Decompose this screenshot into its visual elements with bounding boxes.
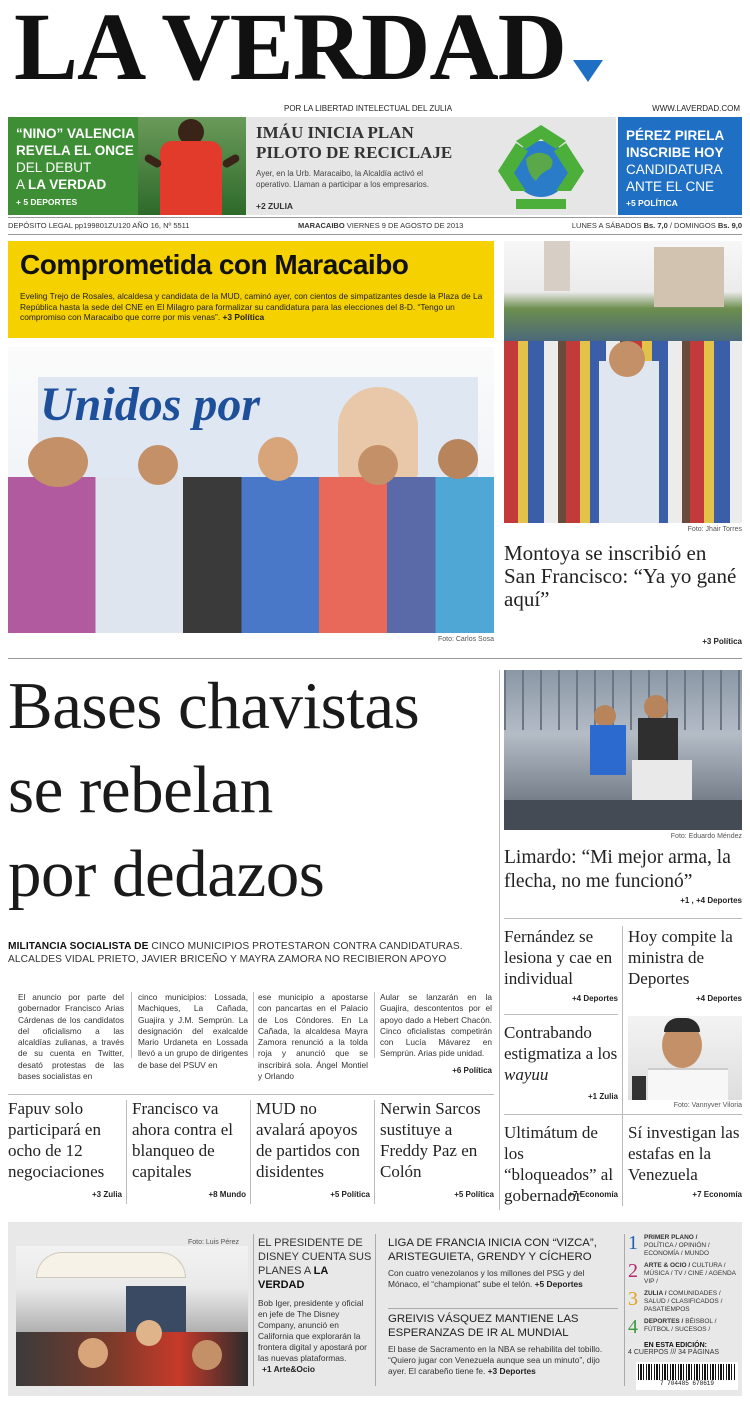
main-ref: +6 Política xyxy=(452,1066,492,1075)
runner-photo xyxy=(138,117,246,215)
main-headline[interactable] xyxy=(8,664,494,916)
barcode-number: 7 704485 678619 xyxy=(659,1380,714,1387)
barcode-bars-icon xyxy=(638,1364,736,1380)
masthead xyxy=(0,0,750,118)
main-story[interactable] xyxy=(8,664,494,1094)
limardo-headline[interactable]: Limardo: “Mi mejor arma, la flecha, no me funcionó” xyxy=(504,847,731,892)
main-headline-line3: por dedazos xyxy=(8,837,325,911)
contrabando-headline: Contrabando estigmatiza a los xyxy=(504,1023,618,1063)
teaser-left-line3: DEL DEBUT xyxy=(16,160,92,175)
lead-photo-credit: Foto: Carlos Sosa xyxy=(437,636,494,643)
ministra-ref: +4 Deportes xyxy=(695,994,742,1003)
index-title-2: ARTE & OCIO / xyxy=(644,1262,691,1269)
greivis-title: GREIVIS VÁSQUEZ MANTIENE LAS ESPERANZAS DE IR AL MUNDIAL xyxy=(388,1313,579,1339)
estafas-story[interactable] xyxy=(628,1122,742,1206)
index-num-2: 2 xyxy=(628,1260,638,1282)
brief-2[interactable] xyxy=(132,1098,246,1204)
liga-ref: +5 Deportes xyxy=(534,1279,583,1289)
montoya-story[interactable] xyxy=(504,241,742,651)
teaser-right-ref: +5 POLÍTICA xyxy=(626,198,678,208)
montoya-photo-credit: Foto: Jhair Torres xyxy=(687,526,742,533)
brief-4[interactable] xyxy=(380,1098,494,1204)
greivis-body: El base de Sacramento en la NBA se rehabilita del tobillo. “Quiero jugar con Venezuela aunque sea un minuto”, dijo ayer. El carabeño tiene fe. xyxy=(388,1344,603,1376)
dateline: DEPÓSITO LEGAL pp199801ZU120 AÑO 16, Nº 5511 MARACAIBO VIERNES 9 DE AGOSTO DE 2013 LUNES A SÁBADOS Bs. 7,0 / DOMINGOS Bs. 9,0 xyxy=(8,221,742,230)
index-item[interactable] xyxy=(628,1288,738,1316)
brief-4-headline: Nerwin Sarcos sustituye a Freddy Paz en Colón xyxy=(380,1099,481,1181)
teaser-center-ref: +2 ZULIA xyxy=(256,201,294,211)
estafas-ref: +7 Economía xyxy=(692,1190,742,1199)
main-col2: cinco municipios: Lossada, Machiques, La Cañada, Guajira y J.M. Semprún. La designación del exalcalde Mario Urdaneta en Lossada llevó a un grupo de dirigentes de base del PSUV en xyxy=(138,992,248,1070)
lead-body-text: Eveling Trejo de Rosales, alcaldesa y candidata de la MUD, caminó ayer, con cientos de simpatizantes desde la Plaza de La República hasta la sede del CNE en El Milagro para formalizar su candidatura para las elecciones del 8-D. “Tengo un compromiso con Maracaibo que corre por mis venas”. xyxy=(20,291,483,323)
teaser-center[interactable] xyxy=(246,117,616,215)
section-index xyxy=(628,1232,738,1356)
main-subhead xyxy=(8,940,494,966)
teaser-center-title1: IMÁU INICIA PLAN xyxy=(256,123,414,142)
lead-body xyxy=(20,291,485,323)
teaser-right-line1: PÉREZ PIRELA xyxy=(626,128,725,143)
teaser-center-title2: PILOTO DE RECICLAJE xyxy=(256,143,453,162)
footer-panel xyxy=(8,1222,742,1396)
greivis-ref: +3 Deportes xyxy=(487,1366,536,1376)
teaser-left-line2: REVELA EL ONCE xyxy=(16,143,134,158)
contrabando-story[interactable] xyxy=(504,1022,618,1108)
brief-2-ref: +8 Mundo xyxy=(208,1190,246,1199)
estafas-headline: Sí investigan las estafas en la Venezuela xyxy=(628,1123,740,1184)
brief-3-headline: MUD no avalará apoyos de partidos con disidentes xyxy=(256,1099,360,1181)
contrabando-headline-em: wayuu xyxy=(504,1065,549,1084)
disney-story[interactable] xyxy=(258,1236,372,1374)
edition-label: EN ESTA EDICIÓN: xyxy=(644,1342,708,1349)
vannyver-photo xyxy=(628,1016,742,1100)
index-item[interactable] xyxy=(628,1232,738,1260)
teaser-right-line4: ANTE EL CNE xyxy=(626,179,715,194)
brief-4-ref: +5 Política xyxy=(454,1190,494,1199)
brief-2-headline: Francisco va ahora contra el blanqueo de capitales xyxy=(132,1099,233,1181)
main-col3: ese municipio a apostarse con pancartas en el Palacio de Los Cóndores. En La Cañada, la alcaldesa Mayra Zamora renunció a la tolda roja y anunció que se inscribirá sola. Ángel Montiel y Orlando xyxy=(258,992,368,1082)
teaser-right-line3: CANDIDATURA xyxy=(626,162,723,177)
lead-story[interactable] xyxy=(8,241,494,647)
liga-body: Con cuatro venezolanos y los millones del PSG y del Mónaco, el “championat” sube el telón. xyxy=(388,1268,585,1289)
index-title-4: DEPORTES / xyxy=(644,1318,684,1325)
liga-story[interactable] xyxy=(388,1236,618,1290)
montoya-ref: +3 Política xyxy=(702,637,742,646)
price-sunday: Bs. 9,0 xyxy=(717,221,742,230)
dateline-date: VIERNES 9 DE AGOSTO DE 2013 xyxy=(346,221,464,230)
brief-1-headline: Fapuv solo participará en ocho de 12 negociaciones xyxy=(8,1099,105,1181)
brief-3-ref: +5 Política xyxy=(330,1190,370,1199)
disney-body: Bob Iger, presidente y oficial en jefe de The Disney Company, anunció en California que explorarán la frontera digital y apostará por las nuevas plataformas. xyxy=(258,1298,367,1363)
fernandez-story[interactable] xyxy=(504,926,618,1010)
lead-rally-photo xyxy=(8,347,494,633)
disney-title: EL PRESIDENTE DE DISNEY CUENTA SUS PLANES A xyxy=(258,1237,372,1277)
footer-photo-credit: Foto: Luis Pérez xyxy=(188,1239,239,1246)
fernandez-ref: +4 Deportes xyxy=(571,994,618,1003)
dateline-city: MARACAIBO xyxy=(298,221,345,230)
lead-headline[interactable]: Comprometida con Maracaibo xyxy=(20,249,409,280)
main-headline-line2: se rebelan xyxy=(8,753,273,827)
teaser-left-line4-pre: A xyxy=(16,177,29,192)
index-num-3: 3 xyxy=(628,1288,638,1310)
limardo-story[interactable] xyxy=(504,670,742,910)
main-subhead-text: CINCO MUNICIPIOS PROTESTARON CONTRA CANDIDATURAS. ALCALDES VIDAL PRIETO, JAVIER BRICEÑO Y MAYRA ZAMORA NO RECIBIERON APOYO xyxy=(8,941,463,965)
disney-ref: +1 Arte&Ocio xyxy=(262,1364,315,1374)
limardo-photo-credit: Foto: Eduardo Méndez xyxy=(670,833,742,840)
disney-photo xyxy=(16,1246,248,1386)
index-item[interactable] xyxy=(628,1316,738,1342)
ministra-story[interactable] xyxy=(628,926,742,1010)
index-num-4: 4 xyxy=(628,1316,638,1338)
recycle-globe-icon xyxy=(486,121,596,213)
index-items-2: CULTURA / MÚSICA / TV / CINE / AGENDA VIP / xyxy=(644,1262,736,1285)
main-subhead-bold: MILITANCIA SOCIALISTA DE xyxy=(8,941,149,952)
montoya-crowd-photo xyxy=(504,241,742,523)
greivis-story[interactable] xyxy=(388,1312,618,1377)
teaser-right-line2: INSCRIBE HOY xyxy=(626,145,724,160)
main-headline-line1: Bases chavistas xyxy=(8,669,420,743)
brief-3[interactable] xyxy=(256,1098,370,1204)
logo-triangle-icon xyxy=(573,60,603,82)
teaser-left[interactable] xyxy=(8,117,246,215)
disney-title-bold: LA VERDAD xyxy=(258,1265,328,1291)
main-col4: Aular se lanzarán en la Guajira, descontentos por el apoyo dado a Hebert Chacón. Cinco oficialistas competirán con Lucía Mávarez en Semprún. Arias pide unidad. xyxy=(380,992,492,1059)
ultimatum-story[interactable] xyxy=(504,1122,618,1206)
masthead-motto: POR LA LIBERTAD INTELECTUAL DEL ZULIA xyxy=(284,104,453,113)
brief-1-ref: +3 Zulia xyxy=(91,1190,122,1199)
vannyver-photo-credit: Foto: Vannyver Viloria xyxy=(673,1102,742,1109)
montoya-headline[interactable]: Montoya se inscribió en San Francisco: “Ya yo gané aquí” xyxy=(504,541,737,611)
ultimatum-headline: Ultimátum de los “bloqueados” al gobernador xyxy=(504,1123,614,1205)
lead-ref: +3 Política xyxy=(222,312,265,323)
legal-deposit: DEPÓSITO LEGAL pp199801ZU120 AÑO 16, Nº 5511 xyxy=(8,221,190,230)
limardo-ref: +1 , +4 Deportes xyxy=(680,896,742,905)
index-items-1: POLÍTICA / OPINIÓN / ECONOMÍA / MUNDO xyxy=(644,1242,710,1257)
index-item[interactable] xyxy=(628,1260,738,1288)
index-items-4: BÉISBOL / FÚTBOL / SUCESOS / xyxy=(644,1318,717,1333)
masthead-website[interactable]: WWW.LAVERDAD.COM xyxy=(652,104,740,113)
fernandez-headline: Fernández se lesiona y cae en individual xyxy=(504,927,613,988)
limardo-photo xyxy=(504,670,742,830)
teaser-left-ref: + 5 DEPORTES xyxy=(16,197,78,207)
index-title-1: PRIMER PLANO / xyxy=(644,1234,698,1241)
teaser-left-line1: “NINO” VALENCIA xyxy=(16,126,136,141)
teaser-center-body: Ayer, en la Urb. Maracaibo, la Alcaldía activó el operativo. Llaman a participar a los empresarios. xyxy=(256,169,429,189)
ministra-headline: Hoy compite la ministra de Deportes xyxy=(628,927,733,988)
price-sunday-label: DOMINGOS xyxy=(674,221,716,230)
barcode xyxy=(636,1362,738,1390)
index-num-1: 1 xyxy=(628,1232,638,1254)
edition-value: 4 CUERPOS /// 34 PÁGINAS xyxy=(628,1349,720,1356)
price-weekday-label: LUNES A SÁBADOS xyxy=(571,221,642,230)
index-items-3: COMUNIDADES / SALUD / CLASIFICADOS / PASATIEMPOS xyxy=(644,1290,723,1313)
brief-1[interactable] xyxy=(8,1098,122,1204)
teaser-right[interactable] xyxy=(618,117,742,215)
liga-title: LIGA DE FRANCIA INICIA CON “VIZCA”, ARISTEGUIETA, GRENDY Y CÍCHERO xyxy=(388,1237,597,1263)
teaser-left-line4-bold: LA VERDAD xyxy=(28,177,107,192)
ultimatum-ref: +7 Economía xyxy=(568,1190,618,1199)
main-col1: El anuncio por parte del gobernador Francisco Arias Cárdenas de los candidatos del oficialismo a las alcaldías zulianas, a través de su cuenta en Twitter, desató protestas de las bases socialistas en xyxy=(18,992,124,1082)
index-title-3: ZULIA / xyxy=(644,1290,667,1297)
price-weekday: Bs. 7,0 xyxy=(643,221,668,230)
masthead-logo[interactable]: LA VERDAD xyxy=(14,0,566,100)
contrabando-ref: +1 Zulia xyxy=(587,1092,618,1101)
lead-banner-text: Unidos por xyxy=(40,378,261,431)
